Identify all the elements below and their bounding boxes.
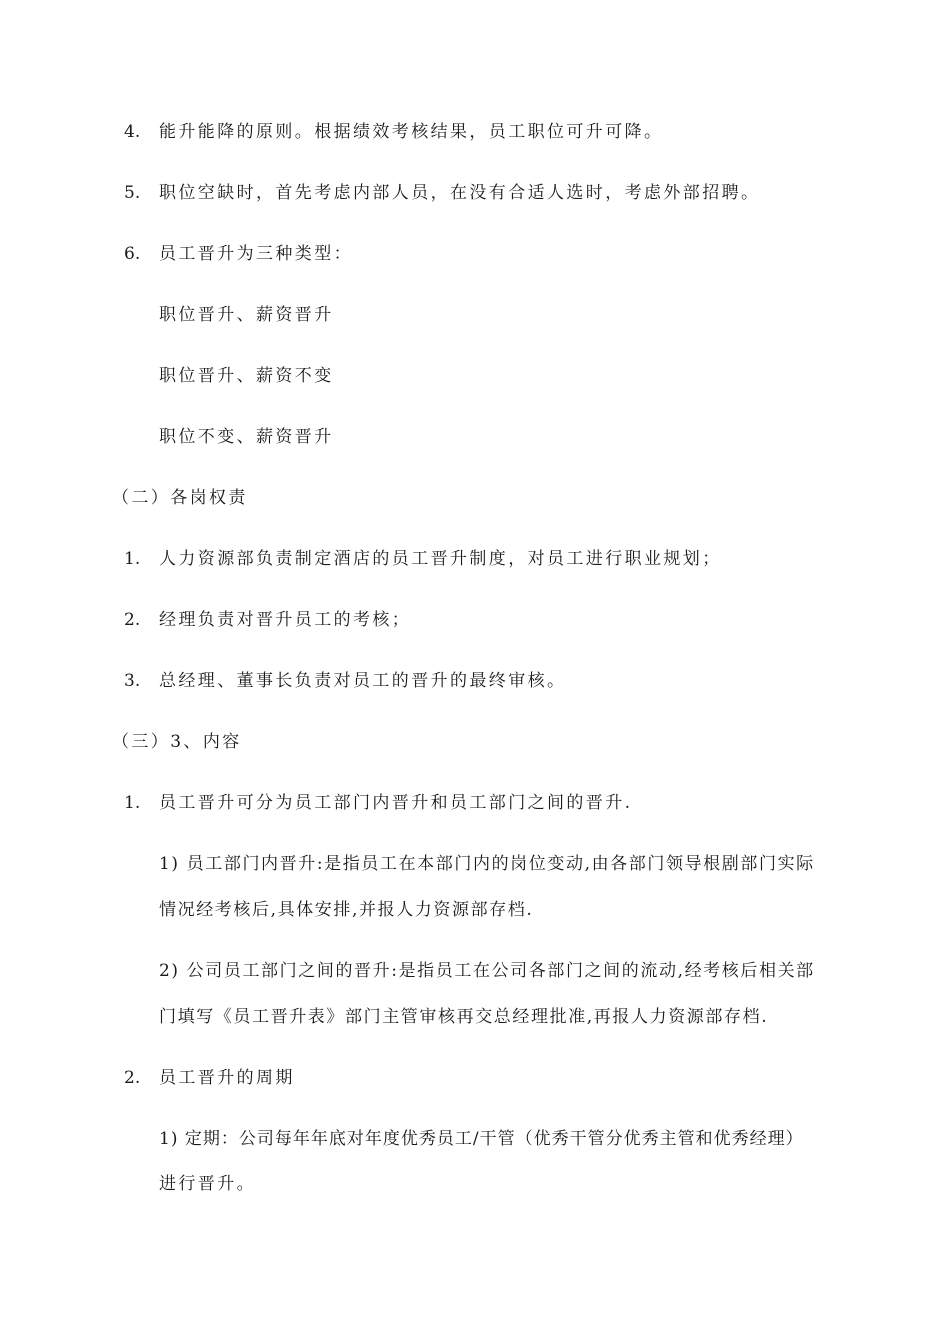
- item-text: 总经理、董事长负责对员工的晋升的最终审核。: [159, 671, 567, 691]
- sub-item-text: 2) 公司员工部门之间的晋升:是指员工在公司各部门之间的流动,经考核后相关部: [159, 961, 815, 981]
- item-text: 员工晋升为三种类型：: [159, 244, 353, 264]
- sub-item-text: 门填写《员工晋升表》部门主管审核再交总经理批准,再报人力资源部存档.: [159, 1007, 769, 1027]
- item-number: 1.: [124, 793, 141, 813]
- sub-item-text: 1) 定期：公司每年年底对年度优秀员工/干管（优秀干管分优秀主管和优秀经理）: [159, 1129, 804, 1149]
- item-text: 员工晋升可分为员工部门内晋升和员工部门之间的晋升.: [159, 793, 633, 813]
- sub-item-text: 情况经考核后,具体安排,并报人力资源部存档.: [159, 900, 534, 920]
- item-text: 经理负责对晋升员工的考核；: [159, 610, 412, 630]
- item-text: 员工晋升的周期: [159, 1068, 295, 1088]
- item-number: 5.: [124, 183, 141, 203]
- sub-item-text: 进行晋升。: [159, 1174, 256, 1194]
- item-number: 6.: [124, 244, 141, 264]
- section-heading: （二）各岗权责: [112, 488, 248, 508]
- item-text: 职位空缺时，首先考虑内部人员，在没有合适人选时，考虑外部招聘。: [159, 183, 761, 203]
- item-number: 2.: [124, 610, 141, 630]
- item-text: 人力资源部负责制定酒店的员工晋升制度，对员工进行职业规划；: [159, 549, 722, 569]
- item-number: 1.: [124, 549, 141, 569]
- promotion-type: 职位晋升、薪资晋升: [159, 305, 334, 325]
- sub-item-text: 1) 员工部门内晋升:是指员工在本部门内的岗位变动,由各部门领导根剧部门实际: [159, 854, 815, 874]
- promotion-type: 职位不变、薪资晋升: [159, 427, 334, 447]
- item-text: 能升能降的原则。根据绩效考核结果，员工职位可升可降。: [159, 122, 664, 142]
- item-number: 2.: [124, 1068, 141, 1088]
- section-heading: （三）3、内容: [112, 732, 242, 752]
- promotion-type: 职位晋升、薪资不变: [159, 366, 334, 386]
- item-number: 3.: [124, 671, 141, 691]
- item-number: 4.: [124, 122, 141, 142]
